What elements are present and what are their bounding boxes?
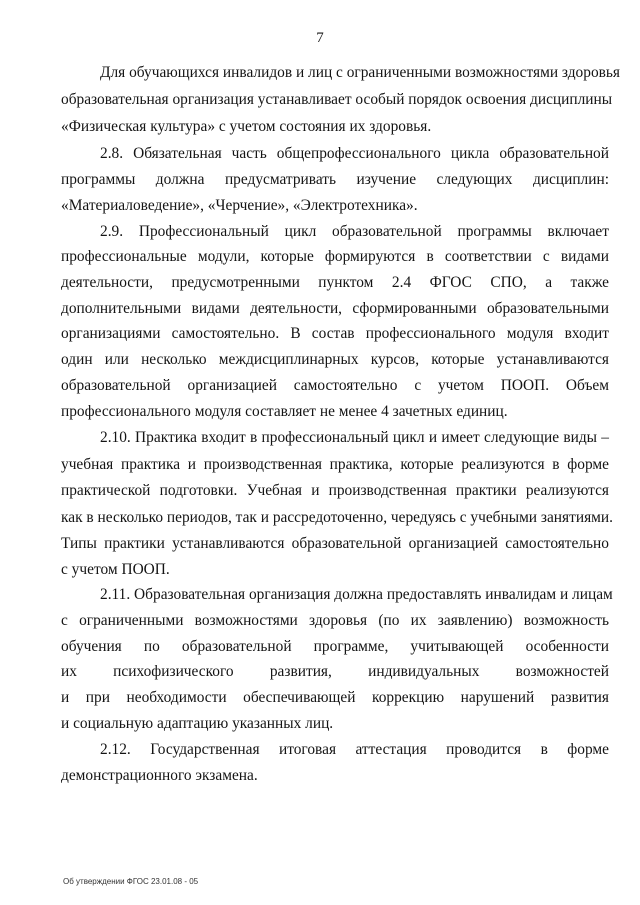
text-line: «Физическая культура» с учетом состояния их здоровья.: [61, 118, 432, 135]
text-line: 2.8. Обязательная часть общепрофессионального цикла образовательной: [100, 145, 609, 162]
text-line: и социальную адаптацию указанных лиц.: [61, 715, 334, 732]
text-line: практической подготовки. Учебная и производственная практики реализуются: [61, 482, 609, 499]
text-line: учебная практика и производственная практика, которые реализуются в форме: [61, 456, 609, 473]
text-line: образовательной организацией самостоятельно с учетом ПООП. Объем: [61, 377, 609, 394]
text-line: дополнительными видами деятельности, сформированными образовательными: [61, 300, 609, 317]
text-line: и при необходимости обеспечивающей коррекцию нарушений развития: [61, 689, 609, 706]
text-line: профессионального модуля составляет не менее 4 зачетных единиц.: [61, 403, 508, 420]
text-line: 2.11. Образовательная организация должна предоставлять инвалидам и лицам: [100, 586, 613, 603]
text-line: 2.9. Профессиональный цикл образовательной программы включает: [100, 223, 609, 240]
text-line: Типы практики устанавливаются образовательной организацией самостоятельно: [61, 535, 609, 552]
footer-note: Об утверждении ФГОС 23.01.08 - 05: [63, 877, 199, 886]
text-line: один или несколько междисциплинарных курсов, которые устанавливаются: [61, 351, 609, 368]
text-line: демонстрационного экзамена.: [61, 767, 258, 784]
text-line: 2.10. Практика входит в профессиональный цикл и имеет следующие виды –: [100, 429, 609, 446]
text-line: с учетом ПООП.: [61, 561, 170, 578]
text-line: организациями самостоятельно. В состав профессионального модуля входит: [61, 325, 609, 342]
text-line: обучения по образовательной программе, учитывающей особенности: [61, 638, 609, 655]
text-line: деятельности, предусмотренными пунктом 2.4 ФГОС СПО, а также: [61, 274, 609, 291]
text-line: с ограниченными возможностями здоровья (по их заявлению) возможность: [61, 612, 609, 629]
text-line: их психофизического развития, индивидуальных возможностей: [61, 663, 609, 680]
text-line: образовательная организация устанавливает особый порядок освоения дисциплины: [61, 91, 613, 108]
text-line: 2.12. Государственная итоговая аттестация проводится в форме: [100, 741, 609, 758]
page-number: 7: [316, 30, 324, 46]
text-line: «Материаловедение», «Черчение», «Электротехника».: [61, 197, 418, 214]
text-line: Для обучающихся инвалидов и лиц с ограниченными возможностями здоровья: [100, 64, 621, 81]
text-line: профессиональные модули, которые формируются в соответствии с видами: [61, 248, 609, 265]
text-line: как в несколько периодов, так и рассредоточенно, чередуясь с учебными занятиями.: [61, 509, 613, 526]
text-line: программы должна предусматривать изучение следующих дисциплин:: [61, 171, 609, 188]
